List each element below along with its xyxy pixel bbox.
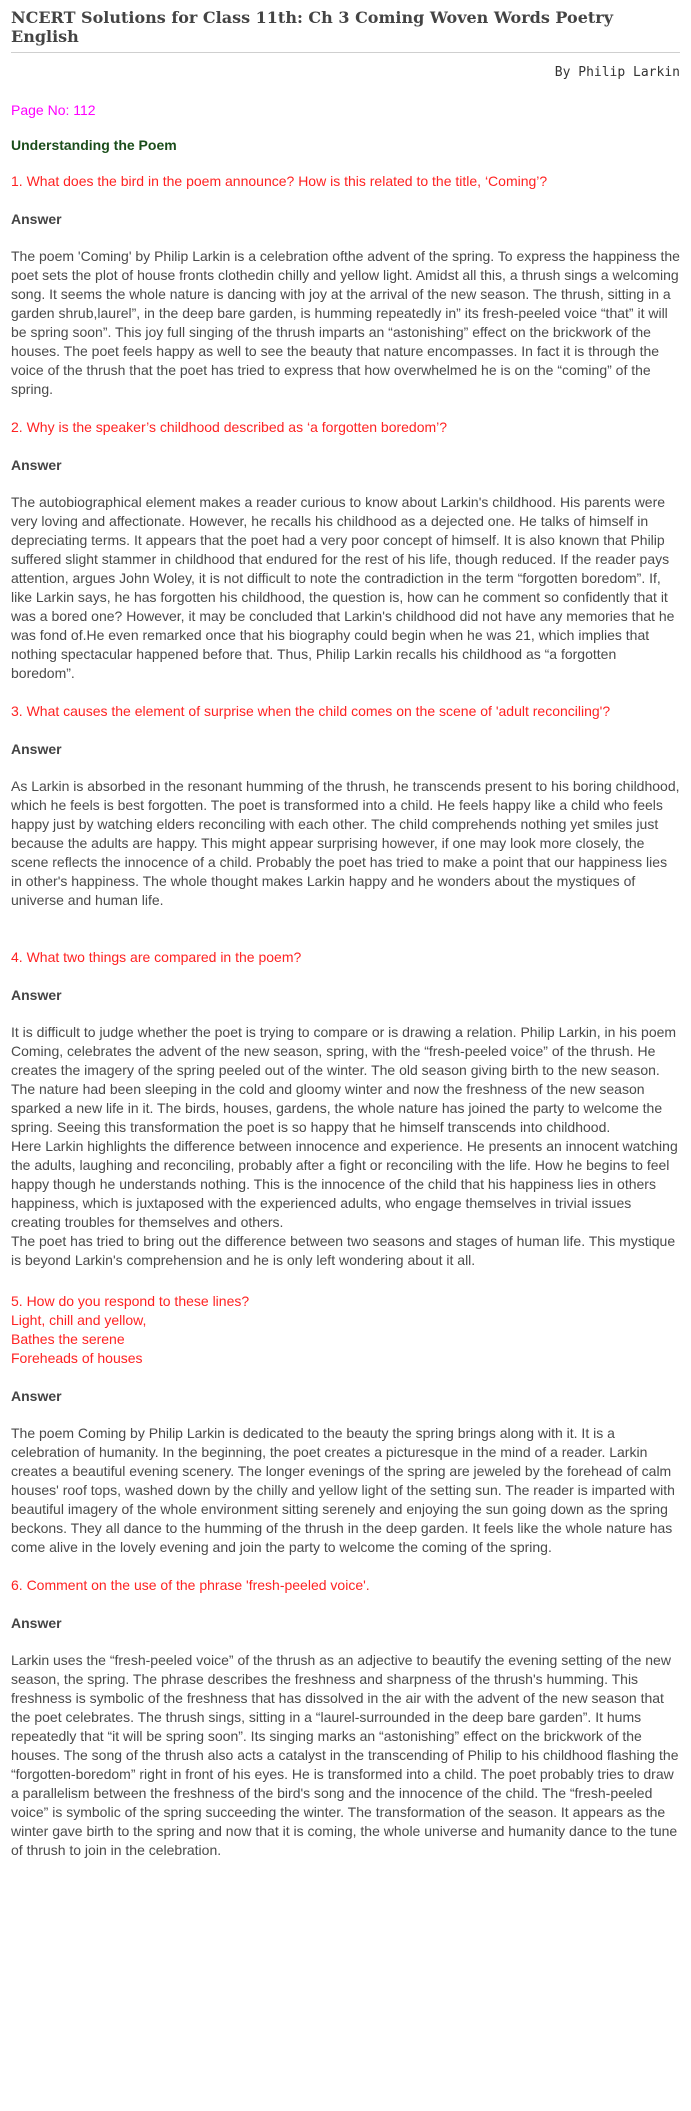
poem-line: Foreheads of houses xyxy=(11,1350,143,1366)
question-1: 1. What does the bird in the poem announce? How is this related to the title, ‘Coming’? xyxy=(11,173,548,189)
answer-label: Answer xyxy=(11,987,62,1003)
answer-paragraph: Here Larkin highlights the difference between innocence and experience. He presents an innocent watching the adults, laughing and reconciling, probably after a fight or reconciling with the life. How he begins to feel happy though he understands nothing. This is the innocence of the child that his happiness lies in others happiness, which is juxtaposed with the experienced adults, who engage themselves in trivial issues creating troubles for themselves and others. xyxy=(11,1138,678,1230)
poem-line: Bathes the serene xyxy=(11,1331,125,1347)
question-5 xyxy=(11,1292,680,1368)
answer-paragraph: The poet has tried to bring out the difference between two seasons and stages of human life. This mystique is beyond Larkin's comprehension and he is only left wondering about it all. xyxy=(11,1233,676,1268)
question-3: 3. What causes the element of surprise when the child comes on the scene of 'adult reconciling'? xyxy=(11,703,611,719)
answer-2 xyxy=(11,493,680,683)
answer-label: Answer xyxy=(11,741,62,757)
answer-5 xyxy=(11,1424,680,1557)
answer-6 xyxy=(11,1651,680,1860)
question-5-line: 5. How do you respond to these lines? xyxy=(11,1293,250,1309)
question-4: 4. What two things are compared in the poem? xyxy=(11,949,302,965)
answer-3 xyxy=(11,777,680,910)
answer-1 xyxy=(11,247,680,399)
page-number: Page No: 112 xyxy=(11,102,96,118)
page-title: NCERT Solutions for Class 11th: Ch 3 Coming Woven Words Poetry English xyxy=(11,6,680,53)
section-heading: Understanding the Poem xyxy=(11,137,177,153)
answer-label: Answer xyxy=(11,211,62,227)
question-2: 2. Why is the speaker’s childhood described as ‘a forgotten boredom’? xyxy=(11,419,448,435)
answer-paragraph: It is difficult to judge whether the poet is trying to compare or is drawing a relation. Philip Larkin, in his poem Coming, celebrates the advent of the new season, spring, with the “fresh-peeled voice” of the thrush. He creates the imagery of the spring peeled out of the winter. The old season giving birth to the new season. The nature had been sleeping in the cold and gloomy winter and now the freshness of the new season sparked a new life in it. The birds, houses, gardens, the whole nature has joined the party to welcome the spring. Seeing this transformation the poet is so happy that he himself transcends into childhood. xyxy=(11,1024,677,1135)
answer-label: Answer xyxy=(11,1615,62,1631)
answer-label: Answer xyxy=(11,457,62,473)
question-6: 6. Comment on the use of the phrase 'fresh-peeled voice'. xyxy=(11,1577,370,1593)
answer-paragraph: The poem Coming by Philip Larkin is dedicated to the beauty the spring brings along with it. It is a celebration of humanity. In the beginning, the poet creates a picturesque in the mind of a reader. Larkin creates a beautiful evening scenery. The longer evenings of the spring are jeweled by the forehead of calm houses' roof tops, washed down by the chilly and yellow light of the setting sun. The reader is imparted with beautiful imagery of the whole environment sitting serenely and enjoying the sun going down as the spring beckons. They all dance to the humming of the thrush in the deep garden. It feels like the whole nature has come alive in the lovely evening and join the party to welcome the coming of the spring. xyxy=(11,1425,675,1555)
answer-label: Answer xyxy=(11,1388,62,1404)
answer-paragraph: Larkin uses the “fresh-peeled voice” of the thrush as an adjective to beautify the evening setting of the new season, the spring. The phrase describes the freshness and sharpness of the thrush's humming. This freshness is symbolic of the freshness that has dissolved in the air with the advent of the new season that the poet celebrates. The thrush sings, sitting in a “laurel-surrounded in the deep bare garden”. It hums repeatedly that “it will be spring soon”. Its singing marks an “astonishing” effect on the brickwork of the houses. The song of the thrush also acts a catalyst in the transcending of Philip to his childhood flashing the “forgotten-boredom” right in front of his eyes. He is transformed into a child. The poet probably tries to draw a parallelism between the freshness of the bird's song and the innocence of the child. The “fresh-peeled voice” is symbolic of the spring succeeding the winter. The transformation of the season. It appears as the winter gave birth to the spring and now that it is coming, the whole universe and humanity dance to the tune of thrush to join in the celebration. xyxy=(11,1652,679,1858)
answer-4 xyxy=(11,1023,680,1270)
answer-paragraph: The autobiographical element makes a reader curious to know about Larkin's childhood. His parents were very loving and affectionate. However, he recalls his childhood as a dejected one. He talks of himself in depreciating terms. It appears that the poet had a very poor concept of himself. It is also known that Philip suffered slight stammer in childhood that endured for the rest of his life, though reduced. If the reader pays attention, argues John Woley, it is not difficult to note the contradiction in the term “forgotten boredom”. If, like Larkin says, he has forgotten his childhood, the question is, how can he comment so confidently that it was a bored one? However, it may be concluded that Larkin's childhood did not have any memories that he was fond of.He even remarked once that his biography could begin when he was 21, which implies that nothing spectacular happened before that. Thus, Philip Larkin recalls his childhood as “a forgotten boredom”. xyxy=(11,494,675,681)
answer-paragraph: As Larkin is absorbed in the resonant humming of the thrush, he transcends present to his boring childhood, which he feels is best forgotten. The poet is transformed into a child. He feels happy like a child who feels happy just by watching elders reconciling with each other. The child comprehends nothing yet smiles just because the adults are happy. This might appear surprising however, if one may look more closely, the scene reflects the innocence of a child. Probably the poet has tried to make a point that our happiness lies in other's happiness. The whole thought makes Larkin happy and he wonders about the mystiques of universe and human life. xyxy=(11,778,680,908)
author-line: By Philip Larkin xyxy=(554,65,680,80)
poem-line: Light, chill and yellow, xyxy=(11,1312,147,1328)
answer-paragraph: The poem 'Coming' by Philip Larkin is a celebration ofthe advent of the spring. To express the happiness the poet sets the plot of house fronts clothedin chilly and yellow light. Amidst all this, a thrush sings a welcoming song. It seems the whole nature is dancing with joy at the arrival of the new season. The thrush, sitting in a garden shrub,laurel”, in the deep bare garden, is humming repeatedly in” its fresh-peeled voice “that” it will be spring soon”. This joy full singing of the thrush imparts an “astonishing” effect on the brickwork of the houses. The poet feels happy as well to see the beauty that nature encompasses. In fact it is through the voice of the thrush that the poet has tried to express that how overwhelmed he is on the “coming” of the spring. xyxy=(11,248,680,397)
